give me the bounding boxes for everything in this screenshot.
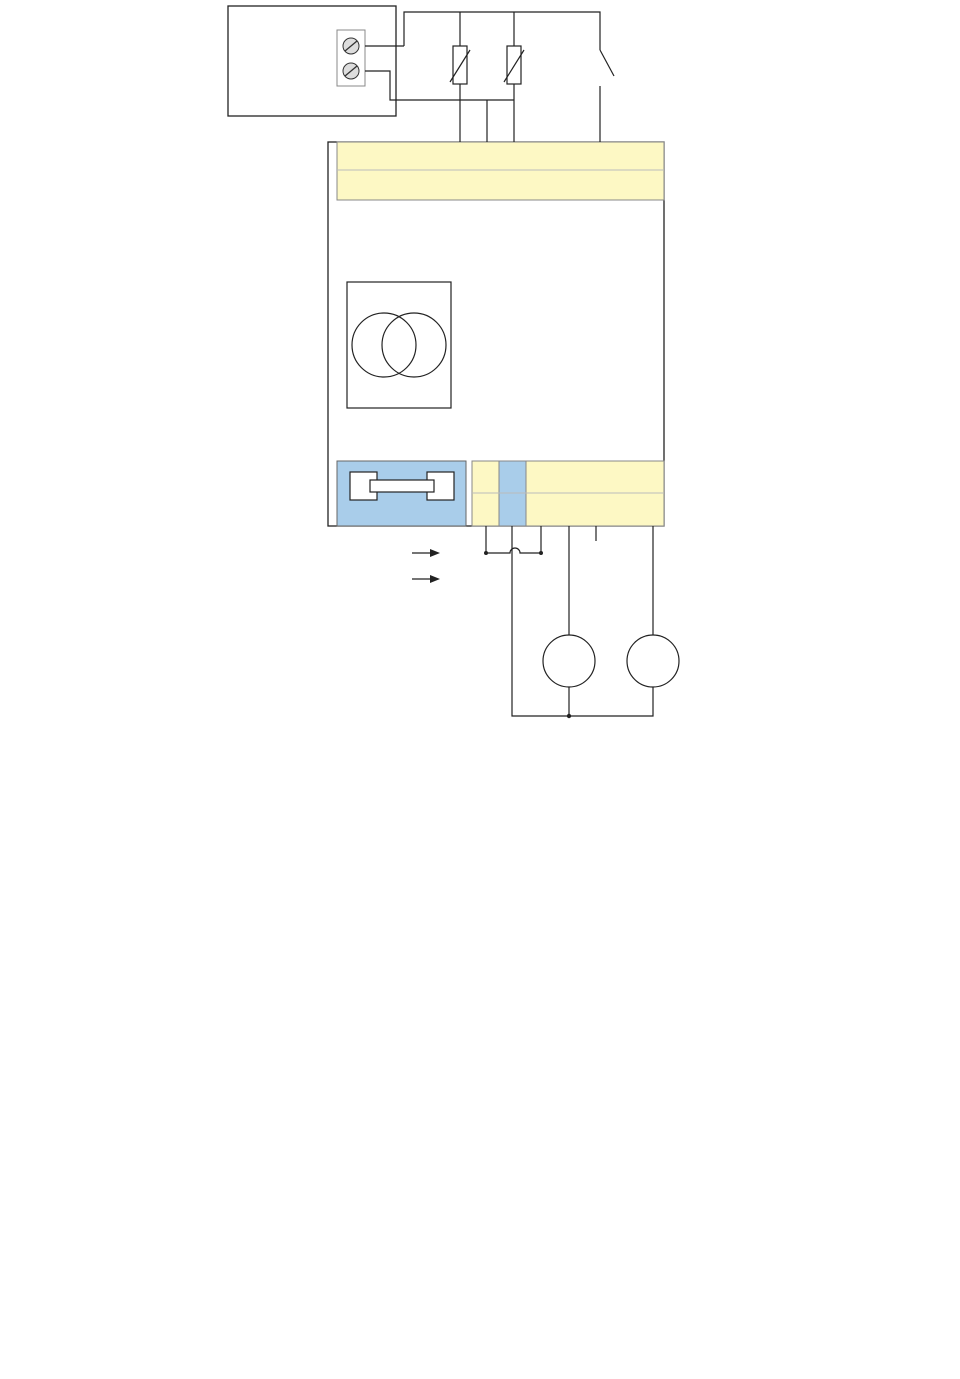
module-screw-icon [343, 38, 359, 54]
line-l-arrow-icon [430, 549, 440, 557]
module-box [228, 6, 396, 116]
top-terminal-strip [337, 142, 664, 200]
compressor-icon [543, 635, 595, 687]
module-screw-icon [343, 63, 359, 79]
fuse-icon [337, 461, 466, 526]
pump-icon [627, 635, 679, 687]
tdz-sensor-icon [504, 46, 524, 84]
tgz-sensor-icon [450, 46, 470, 84]
bottom-terminal-strip [472, 461, 664, 526]
line-n-arrow-icon [430, 575, 440, 583]
